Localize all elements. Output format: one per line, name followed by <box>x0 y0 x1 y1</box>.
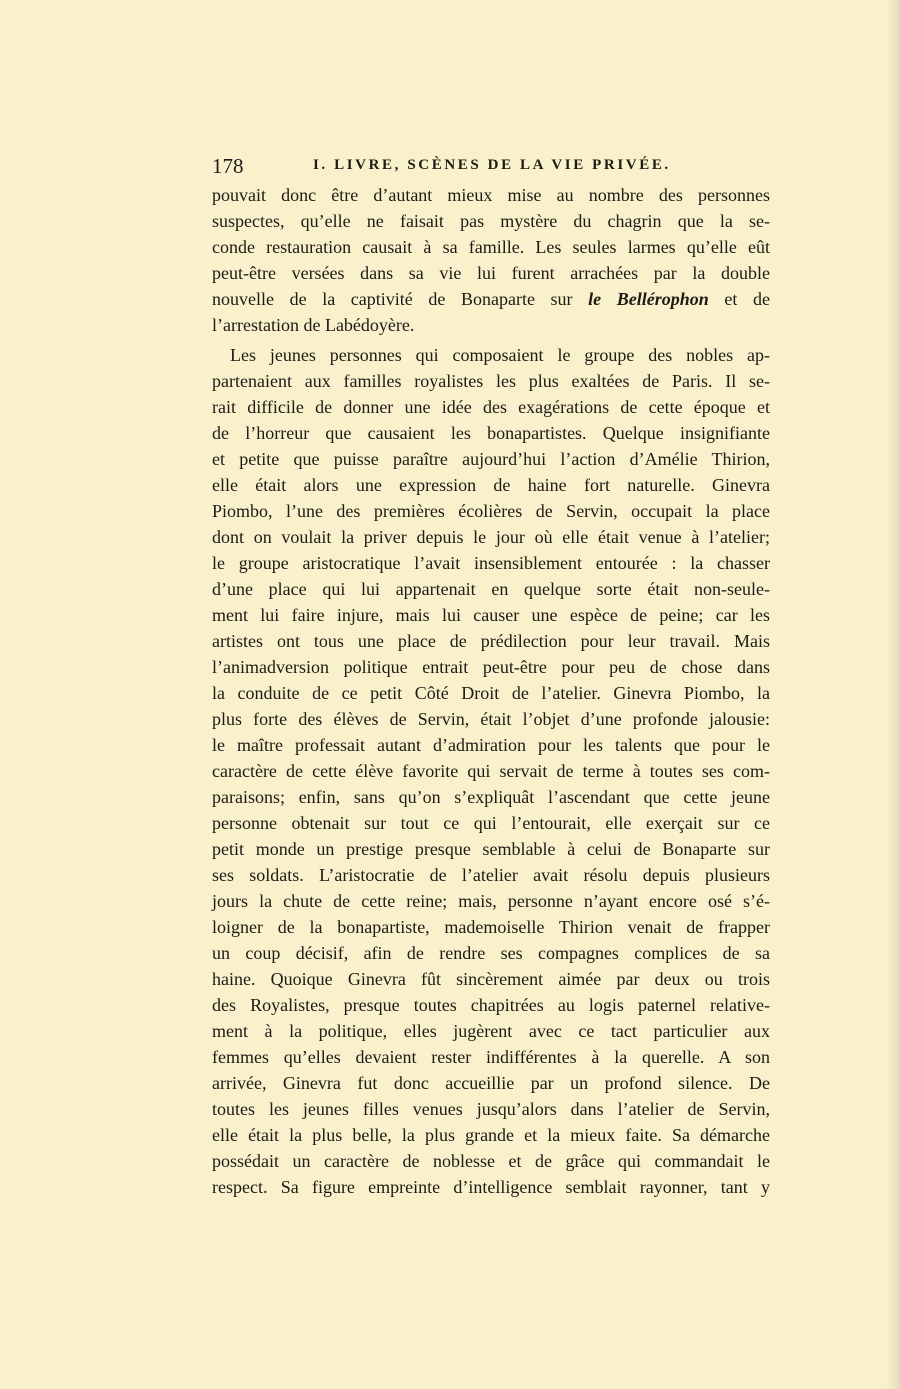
running-head <box>212 152 772 182</box>
text-line <box>212 836 770 862</box>
line-text: ment lui faire injure, mais lui causer une espèce de peine; car les <box>212 605 770 625</box>
text-line <box>212 182 770 208</box>
text-line <box>212 286 770 312</box>
text-line <box>212 654 770 680</box>
text-line <box>212 420 770 446</box>
text-line <box>212 784 770 810</box>
line-text: toutes les jeunes filles venues jusqu’alors dans l’atelier de Servin, <box>212 1099 770 1119</box>
text-line <box>212 992 770 1018</box>
paragraph <box>212 182 770 338</box>
text-line <box>212 706 770 732</box>
text-line <box>212 472 770 498</box>
line-text: plus forte des élèves de Servin, était l’objet d’une profonde jalousie: <box>212 709 770 729</box>
line-text: personne obtenait sur tout ce qui l’entourait, elle exerçait sur ce <box>212 813 770 833</box>
page-number: 178 <box>212 154 244 178</box>
line-text: de l’horreur que causaient les bonapartistes. Quelque insignifiante <box>212 423 770 443</box>
line-text: pouvait donc être d’autant mieux mise au nombre des personnes <box>212 185 770 205</box>
line-text: peut-être versées dans sa vie lui furent arrachées par la double <box>212 263 770 283</box>
line-text: femmes qu’elles devaient rester indifférentes à la querelle. A son <box>212 1047 770 1067</box>
line-text: Piombo, l’une des premières écolières de Servin, occupait la place <box>212 501 770 521</box>
line-text: jours la chute de cette reine; mais, personne n’ayant encore osé s’é- <box>212 891 770 911</box>
line-text: nouvelle de la captivité de Bonaparte sur <box>212 289 589 309</box>
line-text: le groupe aristocratique l’avait insensiblement entourée : la chasser <box>212 553 770 573</box>
text-line <box>212 524 770 550</box>
line-text: des Royalistes, presque toutes chapitrées au logis paternel relative- <box>212 995 770 1015</box>
ship-name-italic: le Bellérophon <box>588 289 709 309</box>
text-line <box>212 680 770 706</box>
text-line <box>212 498 770 524</box>
line-text: d’une place qui lui appartenait en quelque sorte était non-seule- <box>212 579 770 599</box>
line-text: loigner de la bonapartiste, mademoiselle Thirion venait de frapper <box>212 917 770 937</box>
line-text: l’arrestation de Labédoyère. <box>212 315 415 335</box>
line-text: la conduite de ce petit Côté Droit de l’atelier. Ginevra Piombo, la <box>212 683 770 703</box>
running-title: I. LIVRE, SCÈNES DE LA VIE PRIVÉE. <box>313 157 671 173</box>
text-line <box>212 628 770 654</box>
text-line <box>212 758 770 784</box>
line-text: haine. Quoique Ginevra fût sincèrement aimée par deux ou trois <box>212 969 770 989</box>
line-text: caractère de cette élève favorite qui servait de terme à toutes ses com- <box>212 761 770 781</box>
line-text: Les jeunes personnes qui composaient le groupe des nobles ap- <box>230 345 770 365</box>
line-text: suspectes, qu’elle ne faisait pas mystère du chagrin que la se- <box>212 211 770 231</box>
text-line <box>212 1148 770 1174</box>
text-line <box>212 810 770 836</box>
line-text: partenaient aux familles royalistes les plus exaltées de Paris. Il se- <box>212 371 770 391</box>
text-line <box>212 1096 770 1122</box>
text-line <box>212 394 770 420</box>
text-line <box>212 1018 770 1044</box>
line-text: arrivée, Ginevra fut donc accueillie par un profond silence. De <box>212 1073 770 1093</box>
paragraph <box>212 342 770 1200</box>
line-text: conde restauration causait à sa famille. Les seules larmes qu’elle eût <box>212 237 770 257</box>
text-line <box>212 1122 770 1148</box>
text-line <box>212 342 770 368</box>
line-text: rait difficile de donner une idée des exagérations de cette époque et <box>212 397 770 417</box>
text-line <box>212 1174 770 1200</box>
line-text: artistes ont tous une place de prédilection pour leur travail. Mais <box>212 631 770 651</box>
text-line <box>212 888 770 914</box>
text-line <box>212 732 770 758</box>
text-line <box>212 260 770 286</box>
text-line <box>212 576 770 602</box>
line-text: ses soldats. L’aristocratie de l’atelier avait résolu depuis plusieurs <box>212 865 770 885</box>
line-text: l’animadversion politique entrait peut-être pour peu de chose dans <box>212 657 770 677</box>
line-text: et de <box>708 289 770 309</box>
text-line <box>212 862 770 888</box>
text-line <box>212 550 770 576</box>
text-line <box>212 234 770 260</box>
text-line <box>212 914 770 940</box>
text-line <box>212 312 770 338</box>
line-text: petit monde un prestige presque semblable à celui de Bonaparte sur <box>212 839 770 859</box>
line-text: elle était alors une expression de haine fort naturelle. Ginevra <box>212 475 770 495</box>
line-text: le maître professait autant d’admiration pour les talents que pour le <box>212 735 770 755</box>
line-text: respect. Sa figure empreinte d’intelligence semblait rayonner, tant y <box>212 1177 770 1197</box>
text-line <box>212 966 770 992</box>
line-text: un coup décisif, afin de rendre ses compagnes complices de sa <box>212 943 770 963</box>
line-text: elle était la plus belle, la plus grande et la mieux faite. Sa démarche <box>212 1125 770 1145</box>
line-text: et petite que puisse paraître aujourd’hui l’action d’Amélie Thirion, <box>212 449 770 469</box>
page-edge-shadow <box>886 0 900 1389</box>
text-line <box>212 1070 770 1096</box>
line-text: ment à la politique, elles jugèrent avec ce tact particulier aux <box>212 1021 770 1041</box>
text-line <box>212 602 770 628</box>
line-text: dont on voulait la priver depuis le jour où elle était venue à l’atelier; <box>212 527 770 547</box>
text-line <box>212 446 770 472</box>
line-text: possédait un caractère de noblesse et de grâce qui commandait le <box>212 1151 770 1171</box>
line-text: paraisons; enfin, sans qu’on s’expliquât l’ascendant que cette jeune <box>212 787 770 807</box>
text-line <box>212 368 770 394</box>
text-line <box>212 208 770 234</box>
text-line <box>212 1044 770 1070</box>
body-text <box>212 182 770 1200</box>
text-line <box>212 940 770 966</box>
